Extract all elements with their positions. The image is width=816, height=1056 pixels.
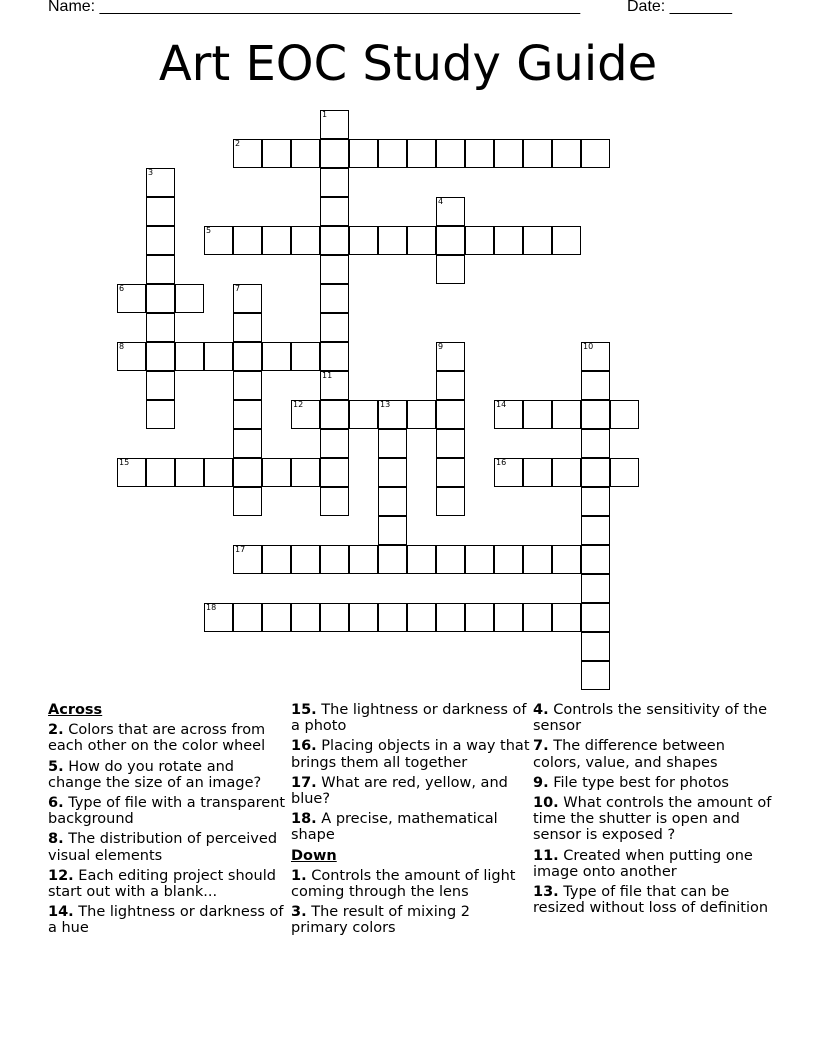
clue-number: 7 bbox=[235, 284, 241, 293]
clue-item bbox=[48, 831, 288, 863]
crossword-cell[interactable] bbox=[581, 487, 610, 516]
crossword-cell[interactable] bbox=[581, 400, 610, 429]
crossword-cell[interactable] bbox=[233, 458, 262, 487]
clue-item-text: A precise, mathematical shape bbox=[291, 811, 498, 844]
crossword-cell[interactable] bbox=[262, 342, 291, 371]
crossword-cell[interactable] bbox=[494, 603, 523, 632]
clue-item-text: Placing objects in a way that brings them all together bbox=[291, 738, 530, 771]
crossword-cell[interactable] bbox=[465, 226, 494, 255]
crossword-cell[interactable] bbox=[378, 139, 407, 168]
crossword-cell[interactable] bbox=[407, 400, 436, 429]
crossword-cell[interactable] bbox=[552, 139, 581, 168]
crossword-cell[interactable] bbox=[233, 342, 262, 371]
crossword-cell[interactable] bbox=[262, 139, 291, 168]
crossword-cell[interactable] bbox=[291, 342, 320, 371]
clue-section-heading: Across bbox=[48, 702, 103, 718]
crossword-cell[interactable] bbox=[494, 458, 523, 487]
crossword-cell[interactable] bbox=[291, 458, 320, 487]
clue-item bbox=[48, 795, 288, 827]
crossword-cell[interactable] bbox=[378, 429, 407, 458]
crossword-cell[interactable] bbox=[320, 313, 349, 342]
crossword-cell[interactable] bbox=[146, 226, 175, 255]
crossword-cell[interactable] bbox=[552, 226, 581, 255]
crossword-cell[interactable] bbox=[204, 342, 233, 371]
crossword-cell[interactable] bbox=[407, 226, 436, 255]
clue-number: 4 bbox=[438, 197, 444, 206]
clue-number: 16 bbox=[496, 458, 507, 467]
crossword-cell[interactable] bbox=[146, 168, 175, 197]
crossword-cell[interactable] bbox=[175, 458, 204, 487]
crossword-cell[interactable] bbox=[523, 400, 552, 429]
crossword-cell[interactable] bbox=[117, 342, 146, 371]
crossword-cell[interactable] bbox=[291, 603, 320, 632]
clue-item-text: Created when putting one image onto another bbox=[533, 847, 753, 880]
clue-item-text: The lightness or darkness of a hue bbox=[48, 904, 284, 937]
crossword-cell[interactable] bbox=[581, 603, 610, 632]
crossword-cell[interactable] bbox=[378, 545, 407, 574]
crossword-cell[interactable] bbox=[494, 545, 523, 574]
crossword-cell[interactable] bbox=[436, 603, 465, 632]
crossword-cell[interactable] bbox=[320, 487, 349, 516]
crossword-cell[interactable] bbox=[523, 139, 552, 168]
crossword-cell[interactable] bbox=[146, 313, 175, 342]
clue-number: 8 bbox=[119, 342, 125, 351]
crossword-cell[interactable] bbox=[494, 400, 523, 429]
clue-item-text: The distribution of perceived visual elements bbox=[48, 831, 278, 864]
crossword-cell[interactable] bbox=[291, 545, 320, 574]
crossword-cell[interactable] bbox=[262, 226, 291, 255]
clue-number: 13 bbox=[380, 400, 391, 409]
crossword-cell[interactable] bbox=[465, 139, 494, 168]
clue-item-text: The difference between colors, value, and shapes bbox=[533, 738, 725, 771]
clue-number: 18 bbox=[206, 603, 217, 612]
crossword-cell[interactable] bbox=[349, 400, 378, 429]
clue-item-number: 7. bbox=[533, 738, 549, 755]
crossword-cell[interactable] bbox=[436, 226, 465, 255]
clue-number: 14 bbox=[496, 400, 507, 409]
crossword-cell[interactable] bbox=[262, 458, 291, 487]
crossword-cell[interactable] bbox=[320, 110, 349, 139]
clue-item-number: 13. bbox=[533, 884, 559, 901]
clue-item bbox=[48, 759, 288, 791]
clue-item-number: 6. bbox=[48, 795, 64, 812]
crossword-cell[interactable] bbox=[262, 545, 291, 574]
crossword-cell[interactable] bbox=[175, 342, 204, 371]
clue-item bbox=[48, 722, 288, 754]
crossword-cell[interactable] bbox=[320, 255, 349, 284]
crossword-cell[interactable] bbox=[552, 545, 581, 574]
crossword-cell[interactable] bbox=[610, 400, 639, 429]
clue-item bbox=[533, 702, 773, 734]
crossword-cell[interactable] bbox=[233, 371, 262, 400]
crossword-cell[interactable] bbox=[523, 226, 552, 255]
crossword-cell[interactable] bbox=[146, 197, 175, 226]
crossword-cell[interactable] bbox=[494, 139, 523, 168]
clue-item-number: 3. bbox=[291, 904, 307, 921]
crossword-cell[interactable] bbox=[378, 487, 407, 516]
clue-item-number: 9. bbox=[533, 774, 549, 791]
clue-item-number: 17. bbox=[291, 774, 317, 791]
clue-number: 11 bbox=[322, 371, 333, 380]
crossword-cell[interactable] bbox=[233, 226, 262, 255]
crossword-cell[interactable] bbox=[320, 226, 349, 255]
clue-item-number: 2. bbox=[48, 722, 64, 739]
crossword-cell[interactable] bbox=[262, 603, 291, 632]
crossword-cell[interactable] bbox=[117, 284, 146, 313]
crossword-cell[interactable] bbox=[378, 226, 407, 255]
crossword-cell[interactable] bbox=[146, 255, 175, 284]
clue-item-text: How do you rotate and change the size of an image? bbox=[48, 758, 262, 791]
crossword-cell[interactable] bbox=[552, 603, 581, 632]
clue-item-text: Type of file with a transparent background bbox=[48, 795, 286, 828]
clue-number: 5 bbox=[206, 226, 212, 235]
clue-item-text: What controls the amount of time the shutter is open and sensor is exposed ? bbox=[533, 795, 772, 844]
crossword-cell[interactable] bbox=[349, 139, 378, 168]
clue-item-number: 15. bbox=[291, 702, 317, 718]
crossword-cell[interactable] bbox=[117, 458, 146, 487]
clue-item-text: Type of file that can be resized without loss of definition bbox=[533, 884, 769, 917]
clue-column-2 bbox=[291, 702, 531, 941]
clue-item-number: 12. bbox=[48, 867, 74, 884]
clue-item-number: 14. bbox=[48, 904, 74, 921]
crossword-cell[interactable] bbox=[233, 139, 262, 168]
crossword-cell[interactable] bbox=[378, 516, 407, 545]
crossword-cell[interactable] bbox=[233, 400, 262, 429]
clue-item-number: 18. bbox=[291, 811, 317, 828]
clue-item bbox=[533, 884, 773, 916]
clue-item-text: File type best for photos bbox=[548, 774, 729, 791]
crossword-cell[interactable] bbox=[320, 400, 349, 429]
crossword-cell[interactable] bbox=[320, 603, 349, 632]
crossword-cell[interactable] bbox=[146, 284, 175, 313]
crossword-cell[interactable] bbox=[436, 371, 465, 400]
clue-item bbox=[291, 904, 531, 936]
clue-item-number: 4. bbox=[533, 702, 549, 718]
clue-number: 12 bbox=[293, 400, 304, 409]
crossword-cell[interactable] bbox=[349, 603, 378, 632]
crossword-cell[interactable] bbox=[581, 458, 610, 487]
crossword-cell[interactable] bbox=[407, 139, 436, 168]
clue-item-text: What are red, yellow, and blue? bbox=[291, 774, 508, 808]
crossword-cell[interactable] bbox=[436, 400, 465, 429]
crossword-cell[interactable] bbox=[146, 458, 175, 487]
crossword-cell[interactable] bbox=[378, 458, 407, 487]
crossword-cell[interactable] bbox=[233, 429, 262, 458]
clue-item-number: 5. bbox=[48, 758, 64, 775]
crossword-cell[interactable] bbox=[378, 400, 407, 429]
clue-number: 6 bbox=[119, 284, 125, 293]
crossword-cell[interactable] bbox=[552, 400, 581, 429]
crossword-cell[interactable] bbox=[436, 487, 465, 516]
crossword-cell[interactable] bbox=[320, 342, 349, 371]
clue-number: 17 bbox=[235, 545, 246, 554]
clue-number: 2 bbox=[235, 139, 241, 148]
clue-item-number: 10. bbox=[533, 795, 559, 812]
crossword-cell[interactable] bbox=[436, 429, 465, 458]
clue-item-text: Controls the sensitivity of the sensor bbox=[533, 702, 768, 735]
crossword-cell[interactable] bbox=[291, 400, 320, 429]
crossword-cell[interactable] bbox=[146, 342, 175, 371]
crossword-cell[interactable] bbox=[378, 603, 407, 632]
crossword-cell[interactable] bbox=[320, 371, 349, 400]
clue-item bbox=[291, 811, 531, 843]
clue-item-text: Controls the amount of light coming through the lens bbox=[291, 867, 516, 901]
crossword-cell[interactable] bbox=[523, 603, 552, 632]
name-field-label: Name: ______________________________________________________ bbox=[48, 0, 581, 15]
clue-item-text: The lightness or darkness of a photo bbox=[291, 702, 527, 735]
clue-item bbox=[48, 904, 288, 936]
crossword-cell[interactable] bbox=[581, 342, 610, 371]
crossword-cell[interactable] bbox=[407, 545, 436, 574]
clue-item bbox=[533, 795, 773, 844]
crossword-cell[interactable] bbox=[436, 139, 465, 168]
clue-item-number: 1. bbox=[291, 867, 307, 884]
crossword-cell[interactable] bbox=[233, 487, 262, 516]
crossword-cell[interactable] bbox=[349, 226, 378, 255]
date-field-label: Date: _______ bbox=[627, 0, 732, 15]
crossword-cell[interactable] bbox=[146, 400, 175, 429]
clue-item bbox=[48, 868, 288, 900]
crossword-cell[interactable] bbox=[320, 197, 349, 226]
crossword-cell[interactable] bbox=[581, 574, 610, 603]
crossword-cell[interactable] bbox=[581, 661, 610, 690]
crossword-cell[interactable] bbox=[407, 603, 436, 632]
page-title: Art EOC Study Guide bbox=[158, 36, 658, 92]
crossword-cell[interactable] bbox=[494, 226, 523, 255]
crossword-cell[interactable] bbox=[175, 284, 204, 313]
crossword-cell[interactable] bbox=[204, 226, 233, 255]
crossword-cell[interactable] bbox=[291, 139, 320, 168]
clue-column-3 bbox=[533, 702, 773, 920]
crossword-cell[interactable] bbox=[436, 458, 465, 487]
clue-number: 10 bbox=[583, 342, 594, 351]
clue-number: 9 bbox=[438, 342, 444, 351]
crossword-cell[interactable] bbox=[465, 603, 494, 632]
clue-item bbox=[533, 848, 773, 880]
crossword-cell[interactable] bbox=[204, 458, 233, 487]
clue-item-number: 8. bbox=[48, 831, 64, 848]
crossword-cell[interactable] bbox=[233, 603, 262, 632]
clue-item bbox=[291, 775, 531, 807]
crossword-cell[interactable] bbox=[320, 429, 349, 458]
crossword-cell[interactable] bbox=[610, 458, 639, 487]
clue-item-number: 16. bbox=[291, 738, 317, 755]
clue-section-heading: Down bbox=[291, 847, 337, 864]
clue-item bbox=[533, 775, 773, 791]
crossword-cell[interactable] bbox=[581, 139, 610, 168]
clue-item-text: Colors that are across from each other on the color wheel bbox=[48, 722, 266, 755]
crossword-cell[interactable] bbox=[581, 516, 610, 545]
crossword-cell[interactable] bbox=[523, 545, 552, 574]
crossword-cell[interactable] bbox=[291, 226, 320, 255]
clue-item bbox=[291, 868, 531, 900]
crossword-cell[interactable] bbox=[436, 342, 465, 371]
crossword-cell[interactable] bbox=[436, 255, 465, 284]
crossword-cell[interactable] bbox=[320, 458, 349, 487]
clue-number: 1 bbox=[322, 110, 328, 119]
crossword-cell[interactable] bbox=[146, 371, 175, 400]
crossword-cell[interactable] bbox=[204, 603, 233, 632]
crossword-cell[interactable] bbox=[436, 197, 465, 226]
crossword-cell[interactable] bbox=[581, 371, 610, 400]
clue-item-number: 11. bbox=[533, 847, 559, 864]
crossword-cell[interactable] bbox=[320, 168, 349, 197]
clue-item-text: The result of mixing 2 primary colors bbox=[291, 904, 471, 937]
crossword-cell[interactable] bbox=[233, 545, 262, 574]
crossword-cell[interactable] bbox=[465, 545, 494, 574]
crossword-cell[interactable] bbox=[349, 545, 378, 574]
clue-item bbox=[533, 738, 773, 770]
crossword-cell[interactable] bbox=[581, 632, 610, 661]
crossword-cell[interactable] bbox=[320, 545, 349, 574]
crossword-cell[interactable] bbox=[233, 284, 262, 313]
clue-item bbox=[291, 702, 531, 734]
clue-number: 15 bbox=[119, 458, 130, 467]
clue-item-text: Each editing project should start out with a blank... bbox=[48, 867, 276, 901]
crossword-cell[interactable] bbox=[523, 458, 552, 487]
crossword-cell[interactable] bbox=[320, 284, 349, 313]
crossword-cell[interactable] bbox=[320, 139, 349, 168]
crossword-cell[interactable] bbox=[581, 429, 610, 458]
clue-number: 3 bbox=[148, 168, 154, 177]
crossword-cell[interactable] bbox=[233, 313, 262, 342]
clue-column-1 bbox=[48, 702, 288, 941]
crossword-cell[interactable] bbox=[581, 545, 610, 574]
crossword-cell[interactable] bbox=[436, 545, 465, 574]
clue-item bbox=[291, 738, 531, 770]
crossword-cell[interactable] bbox=[552, 458, 581, 487]
